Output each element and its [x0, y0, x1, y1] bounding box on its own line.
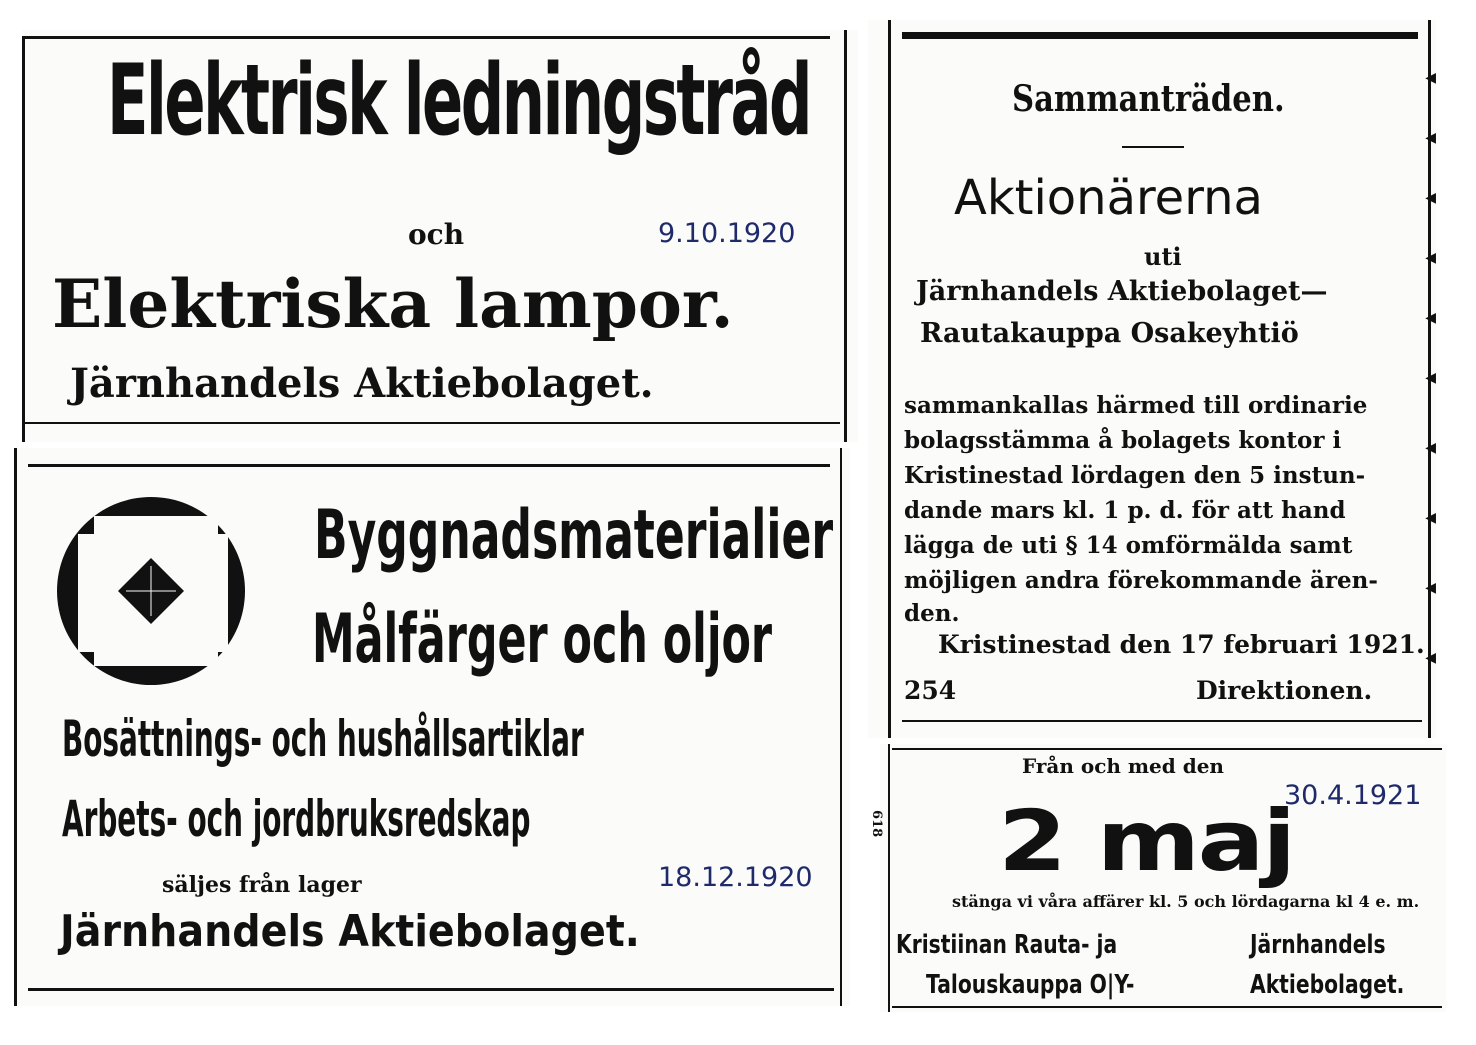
notice-heading: Sammanträden. — [1012, 78, 1285, 120]
notice-hours-text: stänga vi våra affärer kl. 5 och lördagarna kl 4 e. m. — [952, 892, 1420, 911]
notice-number: 254 — [904, 676, 957, 705]
left-rule — [14, 448, 17, 1006]
right-rule — [840, 448, 842, 1006]
date-label: 9.10.1920 — [658, 218, 796, 249]
top-rule — [892, 748, 1442, 750]
clipping-shareholders-meeting-notice — [868, 20, 1436, 738]
clipping-building-materials-ad — [14, 448, 850, 1006]
margin-marker-icon: ◀ — [1425, 370, 1436, 386]
notice-big-date: 2 maj — [998, 792, 1294, 890]
company-name-swedish: Järnhandels Aktiebolaget— — [916, 276, 1328, 307]
bottom-rule — [28, 988, 834, 991]
notice-body-line: Kristinestad lördagen den 5 instun- — [904, 462, 1366, 489]
company-name: Järnhandels Aktiebolaget. — [70, 360, 654, 407]
margin-marker-icon: ◀ — [1425, 310, 1436, 326]
left-rule — [888, 744, 890, 1012]
company-name: Järnhandels Aktiebolaget. — [60, 906, 640, 957]
ad-line-building-materials: Byggnadsmaterialier — [314, 496, 834, 575]
company-name-finnish: Rautakauppa Osakeyhtiö — [920, 318, 1299, 349]
notice-title: Aktionärerna — [954, 170, 1263, 226]
ad-headline: Elektrisk ledningstråd — [107, 44, 810, 158]
company-right-line2: Aktiebolaget. — [1250, 970, 1405, 1000]
ad-sold-from-stock: säljes från lager — [162, 872, 362, 898]
ad-line-household: Bosättnings- och hushållsartiklar — [62, 710, 584, 768]
divider — [1122, 146, 1184, 148]
top-thick-rule — [902, 32, 1418, 39]
margin-marker-icon: ◀ — [1425, 70, 1436, 86]
notice-body-line: den. — [904, 600, 960, 627]
margin-marker-icon: ◀ — [1425, 440, 1436, 456]
notice-body-line: möjligen andra förekommande ären- — [904, 567, 1378, 594]
notice-body-line: lägga de uti § 14 omförmälda samt — [904, 532, 1353, 559]
ad-line-tools: Arbets- och jordbruksredskap — [62, 790, 531, 848]
ad-conjunction: och — [408, 218, 465, 251]
company-right-line1: Järnhandels — [1250, 930, 1386, 960]
left-rule — [888, 20, 891, 738]
company-logo-icon — [56, 496, 246, 686]
date-label: 30.4.1921 — [1284, 780, 1422, 811]
notice-place-date: Kristinestad den 17 februari 1921. — [938, 630, 1425, 659]
right-rule — [844, 30, 847, 442]
margin-marker-icon: ◀ — [1425, 130, 1436, 146]
notice-intro: Från och med den — [1022, 754, 1224, 778]
notice-body-line: bolagsstämma å bolagets kontor i — [904, 427, 1342, 454]
notice-body-line: sammankallas härmed till ordinarie — [904, 392, 1368, 419]
side-number: 618 — [869, 810, 884, 838]
margin-marker-icon: ◀ — [1425, 510, 1436, 526]
date-label: 18.12.1920 — [658, 862, 813, 893]
notice-preposition: uti — [1144, 242, 1182, 271]
margin-marker-icon: ◀ — [1425, 250, 1436, 266]
top-rule — [28, 464, 830, 467]
margin-marker-icon: ◀ — [1425, 650, 1436, 666]
margin-marker-icon: ◀ — [1425, 190, 1436, 206]
margin-marker-icon: ◀ — [1425, 580, 1436, 596]
ad-subheadline: Elektriska lampor. — [52, 265, 734, 343]
top-rule — [22, 36, 830, 39]
company-left-line2: Talouskauppa O|Y- — [926, 970, 1135, 1000]
company-left-line1: Kristiinan Rauta- ja — [896, 930, 1118, 960]
bottom-rule — [22, 422, 840, 424]
bottom-rule — [892, 1006, 1442, 1008]
clipping-opening-hours-notice — [869, 744, 1446, 1012]
ad-line-paints: Målfärger och oljor — [312, 600, 773, 679]
notice-body-line: dande mars kl. 1 p. d. för att hand — [904, 497, 1346, 524]
left-rule — [22, 38, 25, 442]
bottom-rule — [902, 720, 1422, 722]
clipping-electric-wire-ad — [22, 30, 858, 442]
notice-signature: Direktionen. — [1196, 676, 1373, 705]
